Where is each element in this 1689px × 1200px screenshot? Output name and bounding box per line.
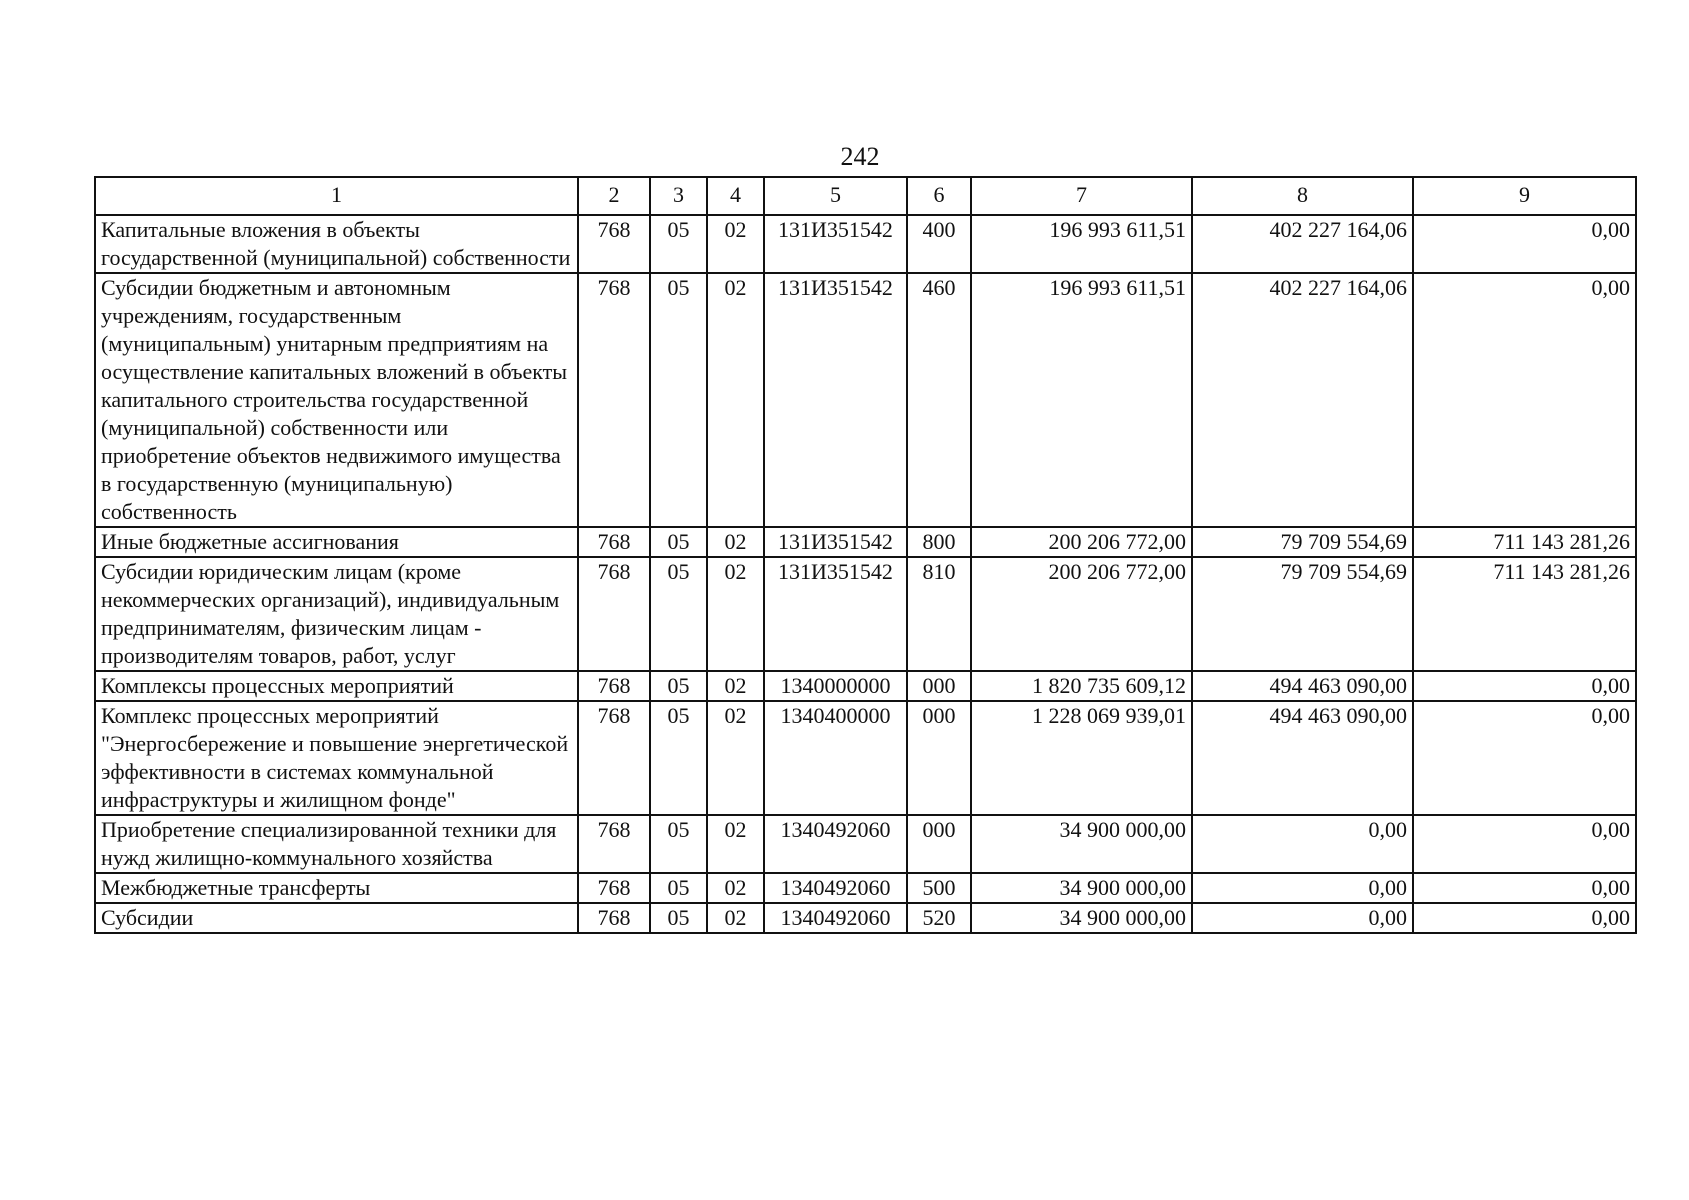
- row-amount-col7: 1 228 069 939,01: [971, 701, 1192, 815]
- row-code-section: 05: [650, 557, 707, 671]
- row-code-target: 131И351542: [764, 273, 907, 527]
- row-amount-col9: 711 143 281,26: [1413, 557, 1636, 671]
- table-row: [95, 815, 1636, 873]
- row-code-subsection: 02: [707, 557, 764, 671]
- row-code-admin: 768: [578, 903, 650, 933]
- row-amount-col9: 0,00: [1413, 701, 1636, 815]
- row-code-admin: 768: [578, 873, 650, 903]
- row-amount-col7: 1 820 735 609,12: [971, 671, 1192, 701]
- table-row: [95, 671, 1636, 701]
- row-code-expense-type: 000: [907, 701, 971, 815]
- row-amount-col9: 0,00: [1413, 903, 1636, 933]
- table-row: [95, 557, 1636, 671]
- row-amount-col7: 34 900 000,00: [971, 873, 1192, 903]
- row-code-target: 1340492060: [764, 873, 907, 903]
- row-code-subsection: 02: [707, 701, 764, 815]
- column-header: 6: [907, 177, 971, 215]
- row-description: Субсидии бюджетным и автономным учреждениям, государственным (муниципальным) унитарным предприятиям на осуществление капитальных вложений в объекты капитального строительства государственной (муниципальной) собственности или приобретение объектов недвижимого имущества в государственную (муниципальную) собственность: [95, 273, 578, 527]
- row-amount-col8: 79 709 554,69: [1192, 557, 1413, 671]
- row-code-expense-type: 460: [907, 273, 971, 527]
- row-code-expense-type: 000: [907, 815, 971, 873]
- row-description: Приобретение специализированной техники для нужд жилищно-коммунального хозяйства: [95, 815, 578, 873]
- row-amount-col9: 0,00: [1413, 215, 1636, 273]
- row-description: Капитальные вложения в объекты государственной (муниципальной) собственности: [95, 215, 578, 273]
- row-code-subsection: 02: [707, 215, 764, 273]
- table-row: [95, 903, 1636, 933]
- row-code-admin: 768: [578, 557, 650, 671]
- column-header: 2: [578, 177, 650, 215]
- column-header: 4: [707, 177, 764, 215]
- column-header: 1: [95, 177, 578, 215]
- row-code-admin: 768: [578, 815, 650, 873]
- table-row: [95, 701, 1636, 815]
- row-amount-col7: 200 206 772,00: [971, 557, 1192, 671]
- row-code-section: 05: [650, 903, 707, 933]
- column-header: 8: [1192, 177, 1413, 215]
- row-code-expense-type: 520: [907, 903, 971, 933]
- row-code-expense-type: 810: [907, 557, 971, 671]
- table-row: [95, 215, 1636, 273]
- row-amount-col8: 494 463 090,00: [1192, 701, 1413, 815]
- row-code-target: 1340492060: [764, 903, 907, 933]
- row-description: Межбюджетные трансферты: [95, 873, 578, 903]
- row-code-subsection: 02: [707, 671, 764, 701]
- row-code-target: 131И351542: [764, 557, 907, 671]
- page-number: 242: [840, 142, 880, 171]
- row-code-admin: 768: [578, 215, 650, 273]
- row-code-subsection: 02: [707, 815, 764, 873]
- row-amount-col9: 0,00: [1413, 273, 1636, 527]
- row-amount-col8: 402 227 164,06: [1192, 273, 1413, 527]
- row-code-admin: 768: [578, 671, 650, 701]
- row-amount-col8: 0,00: [1192, 873, 1413, 903]
- row-code-expense-type: 500: [907, 873, 971, 903]
- row-amount-col8: 494 463 090,00: [1192, 671, 1413, 701]
- budget-table: [94, 176, 1637, 934]
- column-header: 7: [971, 177, 1192, 215]
- row-code-admin: 768: [578, 273, 650, 527]
- row-amount-col9: 0,00: [1413, 873, 1636, 903]
- row-code-expense-type: 400: [907, 215, 971, 273]
- row-code-section: 05: [650, 701, 707, 815]
- row-amount-col8: 402 227 164,06: [1192, 215, 1413, 273]
- row-description: Иные бюджетные ассигнования: [95, 527, 578, 557]
- row-code-target: 1340400000: [764, 701, 907, 815]
- column-header: 3: [650, 177, 707, 215]
- row-amount-col7: 34 900 000,00: [971, 815, 1192, 873]
- row-code-section: 05: [650, 215, 707, 273]
- row-code-expense-type: 800: [907, 527, 971, 557]
- row-code-section: 05: [650, 873, 707, 903]
- row-code-section: 05: [650, 671, 707, 701]
- column-header: 5: [764, 177, 907, 215]
- table-header: [95, 177, 1636, 215]
- row-description: Комплексы процессных мероприятий: [95, 671, 578, 701]
- column-header: 9: [1413, 177, 1636, 215]
- row-code-subsection: 02: [707, 903, 764, 933]
- row-code-section: 05: [650, 815, 707, 873]
- row-code-section: 05: [650, 527, 707, 557]
- row-amount-col8: 79 709 554,69: [1192, 527, 1413, 557]
- table-body: [95, 215, 1636, 933]
- table-row: [95, 527, 1636, 557]
- row-code-subsection: 02: [707, 527, 764, 557]
- row-amount-col7: 200 206 772,00: [971, 527, 1192, 557]
- row-amount-col8: 0,00: [1192, 903, 1413, 933]
- row-code-subsection: 02: [707, 273, 764, 527]
- header-row: [95, 177, 1636, 215]
- table-row: [95, 873, 1636, 903]
- row-description: Комплекс процессных мероприятий "Энергосбережение и повышение энергетической эффективности в системах коммунальной инфраструктуры и жилищном фонде": [95, 701, 578, 815]
- row-code-target: 1340000000: [764, 671, 907, 701]
- row-amount-col7: 196 993 611,51: [971, 273, 1192, 527]
- row-code-admin: 768: [578, 527, 650, 557]
- row-description: Субсидии: [95, 903, 578, 933]
- row-amount-col9: 711 143 281,26: [1413, 527, 1636, 557]
- row-amount-col7: 196 993 611,51: [971, 215, 1192, 273]
- row-amount-col8: 0,00: [1192, 815, 1413, 873]
- row-code-subsection: 02: [707, 873, 764, 903]
- row-code-target: 131И351542: [764, 215, 907, 273]
- row-code-admin: 768: [578, 701, 650, 815]
- row-amount-col9: 0,00: [1413, 671, 1636, 701]
- row-amount-col9: 0,00: [1413, 815, 1636, 873]
- row-description: Субсидии юридическим лицам (кроме некоммерческих организаций), индивидуальным предпринимателям, физическим лицам - производителям товаров, работ, услуг: [95, 557, 578, 671]
- row-code-expense-type: 000: [907, 671, 971, 701]
- row-code-section: 05: [650, 273, 707, 527]
- row-code-target: 131И351542: [764, 527, 907, 557]
- table-row: [95, 273, 1636, 527]
- row-amount-col7: 34 900 000,00: [971, 903, 1192, 933]
- row-code-target: 1340492060: [764, 815, 907, 873]
